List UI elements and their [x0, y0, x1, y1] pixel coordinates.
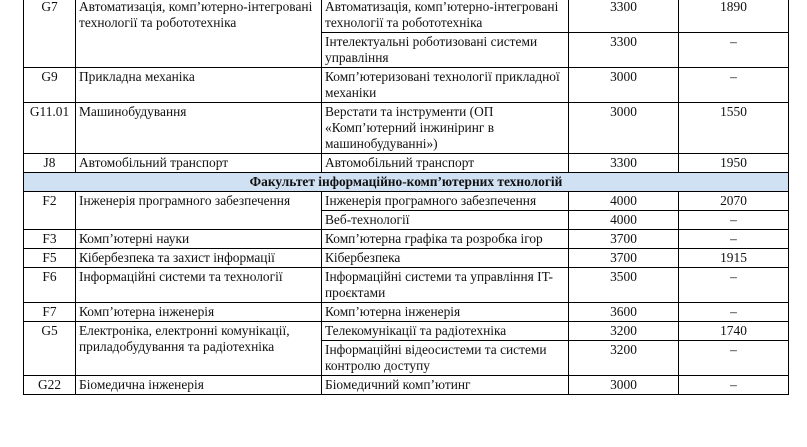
program-score: – — [679, 268, 789, 303]
specialties-table — [23, 0, 789, 395]
program-score: 1950 — [679, 154, 789, 173]
program-cost: 3000 — [569, 376, 679, 395]
program-score: 2070 — [679, 192, 789, 211]
program-score: – — [679, 230, 789, 249]
faculty-header-row — [24, 173, 789, 192]
table-row — [24, 230, 789, 249]
table-row — [24, 268, 789, 303]
program-name: Комп’ютерна інженерія — [322, 303, 569, 322]
specialty-code: J8 — [24, 154, 76, 173]
specialty-name: Комп’ютерна інженерія — [76, 303, 322, 322]
specialty-code: G9 — [24, 68, 76, 103]
program-score: – — [679, 303, 789, 322]
program-name: Верстати та інструменти (ОП «Комп’ютерний інжиніринг в машинобудуванні») — [322, 103, 569, 154]
program-cost: 3200 — [569, 322, 679, 341]
program-name: Інформаційні системи та управління IT-проєктами — [322, 268, 569, 303]
specialty-code: F5 — [24, 249, 76, 268]
specialty-code: F3 — [24, 230, 76, 249]
program-name: Автомобільний транспорт — [322, 154, 569, 173]
table-row — [24, 322, 789, 341]
specialty-name: Інформаційні системи та технології — [76, 268, 322, 303]
program-score: – — [679, 68, 789, 103]
program-name: Телекомунікації та радіотехніка — [322, 322, 569, 341]
table-row — [24, 154, 789, 173]
program-cost: 3000 — [569, 103, 679, 154]
program-score: – — [679, 376, 789, 395]
program-name: Інформаційні відеосистеми та системи контролю доступу — [322, 341, 569, 376]
table-row — [24, 303, 789, 322]
program-cost: 3500 — [569, 268, 679, 303]
program-score: – — [679, 211, 789, 230]
specialty-name: Кібербезпека та захист інформації — [76, 249, 322, 268]
program-name: Комп’ютеризовані технології прикладної механіки — [322, 68, 569, 103]
specialty-code: G11.01 — [24, 103, 76, 154]
program-name: Кібербезпека — [322, 249, 569, 268]
table-row — [24, 376, 789, 395]
program-score: 1915 — [679, 249, 789, 268]
specialty-name: Прикладна механіка — [76, 68, 322, 103]
program-name: Веб-технології — [322, 211, 569, 230]
program-cost: 3200 — [569, 341, 679, 376]
specialty-code: G5 — [24, 322, 76, 376]
specialty-name: Електроніка, електронні комунікації, приладобудування та радіотехніка — [76, 322, 322, 376]
program-score: 1890 — [679, 0, 789, 33]
program-cost: 3000 — [569, 68, 679, 103]
program-cost: 3700 — [569, 249, 679, 268]
table-row — [24, 249, 789, 268]
table-row — [24, 192, 789, 211]
program-name: Інженерія програмного забезпечення — [322, 192, 569, 211]
specialty-code: F7 — [24, 303, 76, 322]
specialty-code: G22 — [24, 376, 76, 395]
specialty-name: Комп’ютерні науки — [76, 230, 322, 249]
program-name: Комп’ютерна графіка та розробка ігор — [322, 230, 569, 249]
program-cost: 4000 — [569, 211, 679, 230]
table-row — [24, 103, 789, 154]
table-body — [24, 0, 789, 395]
specialty-code: F6 — [24, 268, 76, 303]
program-score: – — [679, 341, 789, 376]
program-name: Автоматизація, комп’ютерно-інтегровані технології та робототехніка — [322, 0, 569, 33]
document-page — [23, 0, 789, 395]
program-cost: 3300 — [569, 0, 679, 33]
program-cost: 3700 — [569, 230, 679, 249]
specialty-code: F2 — [24, 192, 76, 230]
specialty-code: G7 — [24, 0, 76, 68]
program-cost: 4000 — [569, 192, 679, 211]
specialty-name: Інженерія програмного забезпечення — [76, 192, 322, 230]
specialty-name: Автомобільний транспорт — [76, 154, 322, 173]
table-row — [24, 68, 789, 103]
program-score: 1740 — [679, 322, 789, 341]
program-cost: 3300 — [569, 154, 679, 173]
program-cost: 3600 — [569, 303, 679, 322]
program-name: Біомедичний комп’ютинг — [322, 376, 569, 395]
table-row — [24, 0, 789, 33]
specialty-name: Автоматизація, комп’ютерно-інтегровані технології та робототехніка — [76, 0, 322, 68]
faculty-title: Факультет інформаційно-комп’ютерних технологій — [24, 173, 789, 192]
program-name: Інтелектуальні роботизовані системи управління — [322, 33, 569, 68]
specialty-name: Біомедична інженерія — [76, 376, 322, 395]
program-cost: 3300 — [569, 33, 679, 68]
specialty-name: Машинобудування — [76, 103, 322, 154]
program-score: 1550 — [679, 103, 789, 154]
program-score: – — [679, 33, 789, 68]
